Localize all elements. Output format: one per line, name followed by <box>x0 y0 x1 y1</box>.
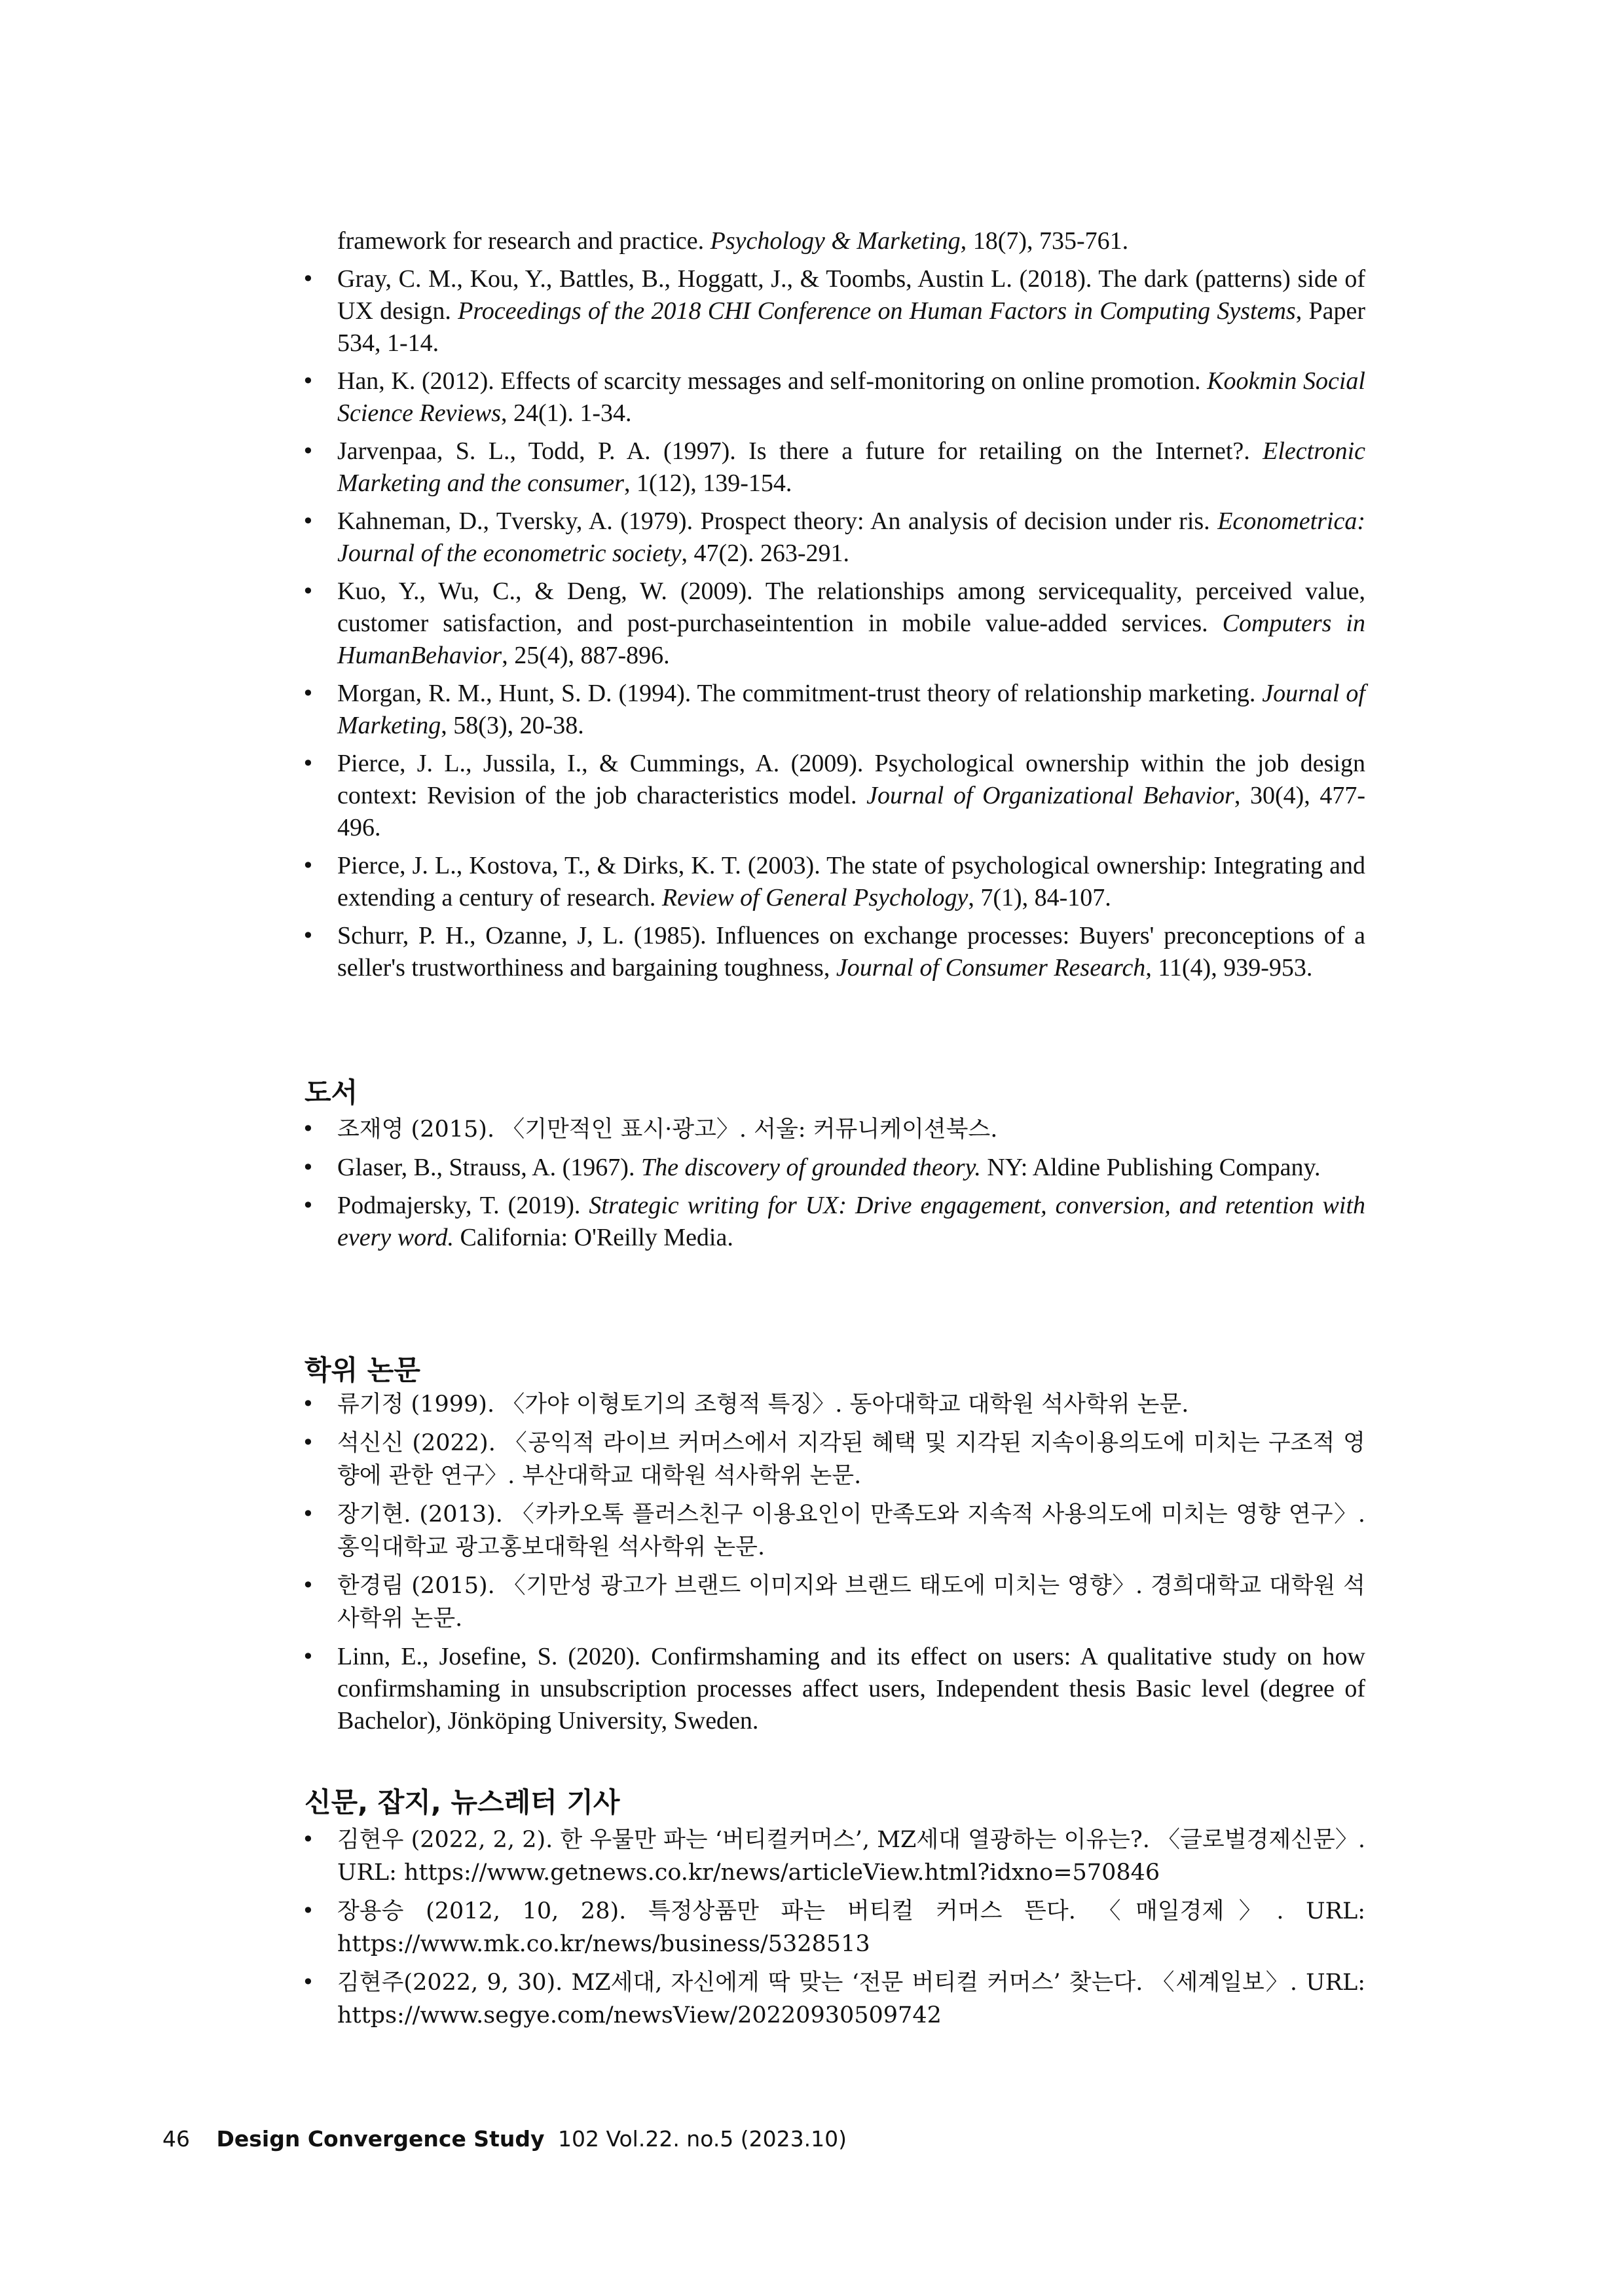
reference-item: • 석신신 (2022). 〈공익적 라이브 커머스에서 지각된 혜택 및 지각된 지속이용의도에 미치는 구조적 영향에 관한 연구〉. 부산대학교 대학원 석사학위 논문. <box>298 1427 1365 1492</box>
reference-item: • Kuo, Y., Wu, C., & Deng, W. (2009). The relationships among servicequality, perceived value, customer satisfaction, and post-purchaseintention in mobile value-added services. Computers in HumanBehavior, 25(4), 887-896. <box>298 576 1365 672</box>
reference-item: • 류기정 (1999). 〈가야 이형토기의 조형적 특징〉. 동아대학교 대학원 석사학위 논문. <box>298 1388 1365 1421</box>
reference-item: • Glaser, B., Strauss, A. (1967). The discovery of grounded theory. NY: Aldine Publishing Company. <box>298 1152 1365 1184</box>
section-heading-theses: 학위 논문 <box>304 1354 420 1386</box>
reference-item: • Pierce, J. L., Jussila, I., & Cummings, A. (2009). Psychological ownership within the job design context: Revision of the job characteristics model. Journal of Organizational Behavior, 30(4), 477-496. <box>298 748 1365 844</box>
reference-item: • Han, K. (2012). Effects of scarcity messages and self-monitoring on online promotion. Kookmin Social Science Reviews, 24(1). 1-34. <box>298 365 1365 430</box>
reference-continuation: framework for research and practice. Psychology & Marketing, 18(7), 735-761. <box>337 227 1129 255</box>
reference-item: • 김현주(2022, 9, 30). MZ세대, 자신에게 딱 맞는 ‘전문 버티컬 커머스’ 찾는다. 〈세계일보〉. URL: https://www.segye.com/newsView/20220930509742 <box>298 1966 1365 2032</box>
reference-item: • Jarvenpaa, S. L., Todd, P. A. (1997). Is there a future for retailing on the Internet?. Electronic Marketing and the consumer, 1(12), 139-154. <box>298 435 1365 500</box>
journal-reference-list <box>298 225 1365 990</box>
reference-item: • Podmajersky, T. (2019). Strategic writing for UX: Drive engagement, conversion, and retention with every word. California: O'Reilly Media. <box>298 1190 1365 1254</box>
reference-item: • 김현우 (2022, 2, 2). 한 우물만 파는 ‘버티컬커머스’, MZ세대 열광하는 이유는?. 〈글로벌경제신문〉. URL: https://www.getnews.co.kr/news/articleView.html?idxno=570846 <box>298 1824 1365 1889</box>
reference-item: • Morgan, R. M., Hunt, S. D. (1994). The commitment-trust theory of relationship marketing. Journal of Marketing, 58(3), 20-38. <box>298 678 1365 742</box>
section-heading-news: 신문, 잡지, 뉴스레터 기사 <box>304 1786 620 1818</box>
reference-item: • Kahneman, D., Tversky, A. (1979). Prospect theory: An analysis of decision under ris. Econometrica: Journal of the econometric society, 47(2). 263-291. <box>298 505 1365 570</box>
news-reference-list <box>298 1824 1365 2038</box>
journal-issue: 102 Vol.22. no.5 (2023.10) <box>557 2126 847 2152</box>
reference-item: • Schurr, P. H., Ozanne, J, L. (1985). Influences on exchange processes: Buyers' preconceptions of a seller's trustworthiness and bargaining toughness, Journal of Consumer Research, 11(4), 939-953. <box>298 920 1365 984</box>
reference-item: • 조재영 (2015). 〈기만적인 표시·광고〉. 서울: 커뮤니케이션북스. <box>298 1113 1365 1146</box>
section-heading-books: 도서 <box>304 1076 358 1109</box>
reference-item: • Pierce, J. L., Kostova, T., & Dirks, K. T. (2003). The state of psychological ownership: Integrating and extending a century of research. Review of General Psychology, 7(1), 84-107. <box>298 850 1365 914</box>
thesis-reference-list <box>298 1388 1365 1743</box>
page-footer <box>162 2126 847 2152</box>
journal-title: Design Convergence Study <box>216 2126 545 2152</box>
reference-item: • 장기현. (2013). 〈카카오톡 플러스친구 이용요인이 만족도와 지속적 사용의도에 미치는 영향 연구〉. 홍익대학교 광고홍보대학원 석사학위 논문. <box>298 1498 1365 1564</box>
page-number: 46 <box>162 2126 190 2152</box>
reference-item: • Gray, C. M., Kou, Y., Battles, B., Hoggatt, J., & Toombs, Austin L. (2018). The dark (patterns) side of UX design. Proceedings of the 2018 CHI Conference on Human Factors in Computing Systems, Paper 534, 1-14. <box>298 263 1365 359</box>
reference-item: • 장용승 (2012, 10, 28). 특정상품만 파는 버티컬 커머스 뜬다. 〈매일경제〉. URL: https://www.mk.co.kr/news/business/5328513 <box>298 1895 1365 1960</box>
reference-item: • Linn, E., Josefine, S. (2020). Confirmshaming and its effect on users: A qualitative study on how confirmshaming in unsubscription processes affect users, Independent thesis Basic level (degree of Bachelor), Jönköping University, Sweden. <box>298 1641 1365 1737</box>
reference-item: • 한경림 (2015). 〈기만성 광고가 브랜드 이미지와 브랜드 태도에 미치는 영향〉. 경희대학교 대학원 석사학위 논문. <box>298 1570 1365 1635</box>
book-reference-list <box>298 1113 1365 1260</box>
